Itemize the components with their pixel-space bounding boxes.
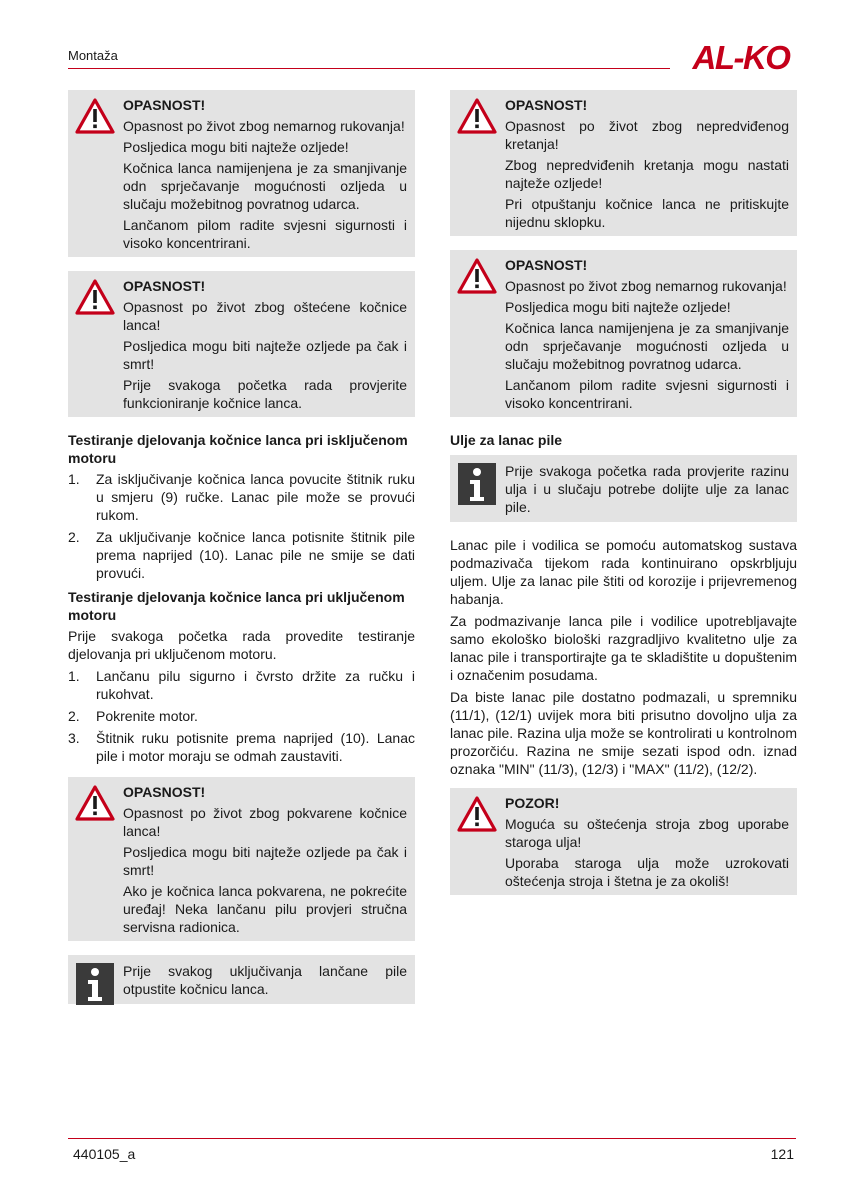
danger-title: OPASNOST! (505, 97, 588, 113)
info-text: Prije svakog uključivanja lančane pile otpustite kočnicu lanca. (123, 963, 407, 997)
danger-text: Kočnica lanca namijenjena je za smanjivanje odn sprječavanje mogućnosti ozljeda u slučaju možebitnog povratnog udarca. (505, 320, 789, 372)
danger-text: Opasnost po život zbog oštećene kočnice lanca! (123, 299, 407, 333)
warning-triangle-icon (75, 785, 115, 821)
danger-box (450, 250, 797, 417)
danger-box (68, 777, 415, 941)
steps-list (68, 470, 415, 582)
left-column (68, 90, 415, 1018)
step-text: Štitnik ruku potisnite prema naprijed (10). Lanac pile i motor moraju se odmah zaustaviti. (96, 730, 415, 764)
danger-text: Ako je kočnica lanca pokvarena, ne pokrećite uređaj! Neka lančanu pilu provjeri stručna servisna radionica. (123, 883, 407, 935)
danger-text: Zbog nepredviđenih kretanja mogu nastati najteže ozljede! (505, 157, 789, 191)
header-rule (68, 68, 670, 69)
right-column (450, 90, 797, 909)
section-heading: Testiranje djelovanja kočnice lanca pri uključenom motoru (68, 589, 405, 623)
step-number: 2. (68, 708, 80, 724)
caution-box (450, 788, 797, 895)
danger-text: Opasnost po život zbog nemarnog rukovanja! (505, 278, 787, 294)
brand-logo (682, 40, 800, 74)
danger-title: OPASNOST! (123, 784, 206, 800)
danger-text: Opasnost po život zbog nemarnog rukovanja! (123, 118, 405, 134)
body-paragraph: Za podmazivanje lanca pile i vodilice upotrebljavajte samo ekološko biološki razgradljivo kvalitetno ulje za lanac pile i transportirajte ga te skladištite u dopuštenim i označenim posudama. (450, 613, 797, 683)
danger-box (450, 90, 797, 236)
danger-text: Posljedica mogu biti najteže ozljede! (505, 299, 731, 315)
danger-text: Prije svakoga početka rada provjerite funkcioniranje kočnice lanca. (123, 377, 407, 411)
step-number: 1. (68, 668, 80, 684)
step-item (68, 729, 415, 765)
step-number: 3. (68, 730, 80, 746)
step-item (68, 667, 415, 703)
danger-title: OPASNOST! (505, 257, 588, 273)
info-icon (76, 963, 114, 1005)
warning-triangle-icon (457, 98, 497, 134)
body-paragraph: Lanac pile i vodilica se pomoću automatskog sustava podmazivača tijekom rada kontinuirano opskrbljuju uljem. Ulje za lanac pile štiti od korozije i prijevremenog habanja. (450, 537, 797, 607)
danger-text: Opasnost po život zbog pokvarene kočnice lanca! (123, 805, 407, 839)
page-number: 121 (770, 1146, 794, 1162)
danger-box (68, 271, 415, 417)
document-code: 440105_a (73, 1146, 136, 1162)
danger-text: Kočnica lanca namijenjena je za smanjivanje odn sprječavanje mogućnosti ozljeda u slučaju možebitnog povratnog udarca. (123, 160, 407, 212)
danger-text: Pri otpuštanju kočnice lanca ne pritiskujte nijednu sklopku. (505, 196, 789, 230)
step-item (68, 528, 415, 582)
step-text: Pokrenite motor. (96, 708, 198, 724)
warning-triangle-icon (457, 258, 497, 294)
danger-box (68, 90, 415, 257)
danger-title: OPASNOST! (123, 278, 206, 294)
section-header: Montaža (68, 48, 118, 63)
step-number: 1. (68, 471, 80, 487)
section-heading: Ulje za lanac pile (450, 432, 563, 448)
brand-logo-text: AL-KO (692, 40, 790, 74)
warning-triangle-icon (75, 98, 115, 134)
danger-text: Posljedica mogu biti najteže ozljede! (123, 139, 349, 155)
caution-title: POZOR! (505, 795, 560, 811)
section-heading: Testiranje djelovanja kočnice lanca pri isključenom motoru (68, 432, 408, 466)
step-item (68, 707, 415, 725)
footer-rule (68, 1138, 796, 1139)
info-icon (458, 463, 496, 505)
intro-text: Prije svakoga početka rada provedite testiranje djelovanja pri uključenom motoru. (68, 628, 415, 662)
danger-text: Opasnost po život zbog nepredviđenog kretanja! (505, 118, 789, 152)
step-item (68, 470, 415, 524)
step-text: Lančanu pilu sigurno i čvrsto držite za ručku i rukohvat. (96, 668, 415, 702)
body-paragraph: Da biste lanac pile dostatno podmazali, u spremniku (11/1), (12/1) uvijek mora biti prisutno dovoljno ulja za lanac pile. Razina ulja može se kontrolirati u kontrolnom prozorčiću. Razina ne smije sezati ispod odn. iznad oznaka "MIN" (11/3), (12/3) i "MAX" (11/2), (12/2). (450, 689, 797, 777)
danger-text: Posljedica mogu biti najteže ozljede pa čak i smrt! (123, 844, 407, 878)
info-box (450, 455, 797, 522)
danger-text: Posljedica mogu biti najteže ozljede pa čak i smrt! (123, 338, 407, 372)
caution-text: Uporaba staroga ulja može uzrokovati oštećenja stroja i štetna je za okoliš! (505, 855, 789, 889)
danger-title: OPASNOST! (123, 97, 206, 113)
step-text: Za uključivanje kočnice lanca potisnite štitnik pile prema naprijed (10). Lanac pile ne smije se dati provući. (96, 529, 415, 581)
step-number: 2. (68, 529, 80, 545)
info-box (68, 955, 415, 1004)
info-text: Prije svakoga početka rada provjerite razinu ulja i u slučaju potrebe dolijte ulje za lanac pile. (505, 463, 789, 515)
step-text: Za isključivanje kočnica lanca povucite štitnik ruku u smjeru (9) ručke. Lanac pile može se provući rukom. (96, 471, 415, 523)
danger-text: Lančanom pilom radite svjesni sigurnosti i visoko koncentrirani. (505, 377, 789, 411)
steps-list (68, 667, 415, 765)
danger-text: Lančanom pilom radite svjesni sigurnosti i visoko koncentrirani. (123, 217, 407, 251)
caution-text: Moguća su oštećenja stroja zbog uporabe staroga ulja! (505, 816, 789, 850)
warning-triangle-icon (75, 279, 115, 315)
warning-triangle-icon (457, 796, 497, 832)
